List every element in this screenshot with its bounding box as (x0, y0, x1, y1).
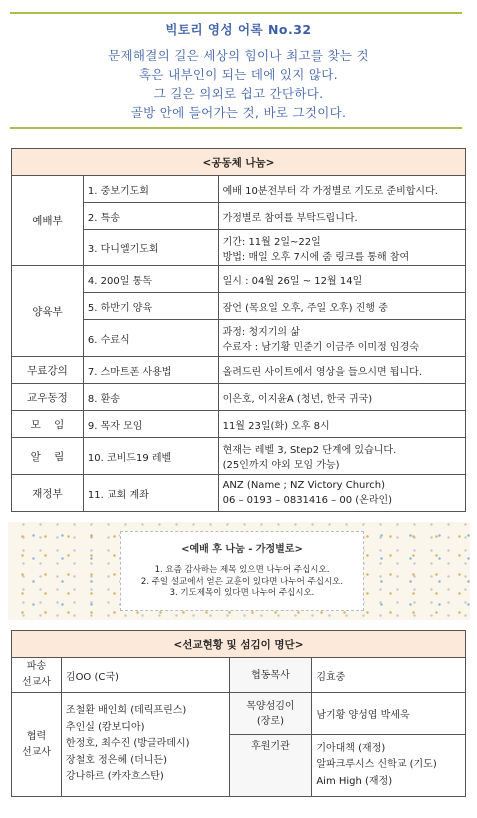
category-worship: 예배부 (12, 176, 84, 266)
quote-line: 문제해결의 길은 세상의 힘이나 최고를 찾는 것 (108, 48, 369, 63)
category-news: 교우동정 (12, 384, 84, 411)
item-desc: 이은호, 이지윤A (청년, 한국 귀국) (218, 384, 465, 411)
item-desc: 올려드린 사이트에서 영상을 들으시면 됩니다. (218, 357, 465, 384)
list-item: 강나하르 (카자흐스탄) (65, 771, 164, 783)
item-desc (218, 320, 465, 357)
community-heading: <공동체 나눔> (12, 149, 466, 176)
quote-line: 골방 안에 들어가는 것, 바로 그것이다. (130, 105, 347, 120)
item-label: 1. 중보기도회 (83, 176, 218, 203)
item-desc (218, 438, 465, 475)
list-item: 추인실 (캄보디아) (65, 721, 145, 733)
sharing-panel (8, 522, 470, 620)
sharing-list (121, 565, 363, 600)
item-desc-line: 수료자 : 남기황 민준기 이금주 이미정 임경숙 (222, 342, 419, 353)
list-item: 조철환 배인희 (데릭프린스) (65, 705, 187, 717)
list-item: 기아대책 (재정) (316, 742, 386, 754)
item-desc (218, 230, 465, 266)
item-desc: 예배 10분전부터 각 가정별로 기도로 준비합시다. (218, 176, 465, 203)
item-desc: 11월 23일(화) 오후 8시 (218, 411, 465, 438)
list-item: 한정호, 최수진 (방글라데시) (65, 738, 190, 750)
category-nurture: 양육부 (12, 266, 84, 357)
quote-line: 그 길은 의외로 쉽고 간단하다. (153, 86, 324, 101)
item-desc: 일시 : 04월 26일 ~ 12월 14일 (218, 266, 465, 293)
sharing-item: 2. 주일 설교에서 얻은 교훈이 있다면 나누어 주십시오. (140, 576, 344, 587)
item-label: 7. 스마트폰 사용법 (83, 357, 218, 384)
sent-missionary-label: 파송 선교사 (12, 658, 62, 693)
item-label: 8. 환송 (83, 384, 218, 411)
sharing-title: <예배 후 나눔 - 가정별로> (181, 544, 303, 555)
mission-heading: <선교현황 및 섬김이 명단> (12, 631, 466, 658)
item-label: 4. 200일 통독 (83, 266, 218, 293)
item-desc-line: 방법: 매일 오후 7시에 줌 링크를 통해 참여 (222, 251, 410, 263)
category-meeting: 모 임 (12, 411, 84, 438)
partner-pastor-label: 협동목사 (229, 658, 312, 693)
category-lecture: 무료강의 (12, 357, 84, 384)
item-desc-line: (25인까지 야외 모임 가능) (222, 460, 340, 471)
header-top-rule (10, 12, 462, 14)
item-label: 11. 교회 계좌 (83, 475, 218, 512)
item-desc-line: 기간: 11월 2일~22일 (222, 236, 321, 248)
quote-line: 혹은 내부인이 되는 데에 있지 않다. (139, 67, 338, 82)
category-notice: 알 림 (12, 438, 84, 475)
item-desc-line: 과정: 청지기의 삶 (222, 327, 300, 338)
sharing-item: 3. 기도제목이 있다면 나누어 주십시오. (169, 588, 315, 598)
item-desc: 잠언 (목요일 오후, 주일 오후) 진행 중 (218, 293, 465, 320)
item-label: 2. 특송 (83, 203, 218, 230)
list-item: 알파크루시스 신학교 (기도) (316, 759, 437, 771)
category-finance: 재정부 (12, 475, 84, 512)
support-list (312, 735, 466, 797)
item-desc-line: ANZ (Name ; NZ Victory Church) (222, 480, 385, 491)
support-label: 후원기관 (229, 735, 312, 797)
community-table (11, 148, 466, 512)
quote-text (0, 46, 477, 122)
header-bottom-rule (10, 127, 462, 129)
item-desc (218, 475, 465, 512)
sent-missionary-value: 김OO (C국) (61, 658, 229, 693)
sharing-item: 1. 요즘 감사하는 제목 있으면 나누어 주십시오. (154, 565, 330, 575)
coop-missionary-label: 협력 선교사 (12, 693, 62, 797)
list-item: 장철호 정은혜 (더니든) (65, 754, 168, 766)
item-label: 10. 코비드19 레벨 (83, 438, 218, 475)
partner-pastor-value: 김효중 (312, 658, 466, 693)
item-label: 5. 하반기 양육 (83, 293, 218, 320)
list-item: Aim High (재정) (316, 775, 393, 787)
item-desc-line: 현재는 레벨 3, Step2 단계에 있습니다. (222, 445, 397, 456)
quote-title: 빅토리 영성 어록 No.32 (165, 22, 312, 37)
shepherd-label: 목양섬김이 (장로) (229, 693, 312, 735)
item-label: 9. 목자 모임 (83, 411, 218, 438)
item-desc: 가정별로 참여를 부탁드립니다. (218, 203, 465, 230)
item-desc-line: 06 – 0193 – 0831416 – 00 (온라인) (222, 495, 393, 506)
item-label: 3. 다니엘기도회 (83, 230, 218, 266)
sharing-card (120, 531, 364, 611)
item-label: 6. 수료식 (83, 320, 218, 357)
coop-missionary-list (61, 693, 229, 797)
shepherd-value: 남기황 양성엽 박세욱 (312, 693, 466, 735)
mission-table (11, 630, 466, 797)
